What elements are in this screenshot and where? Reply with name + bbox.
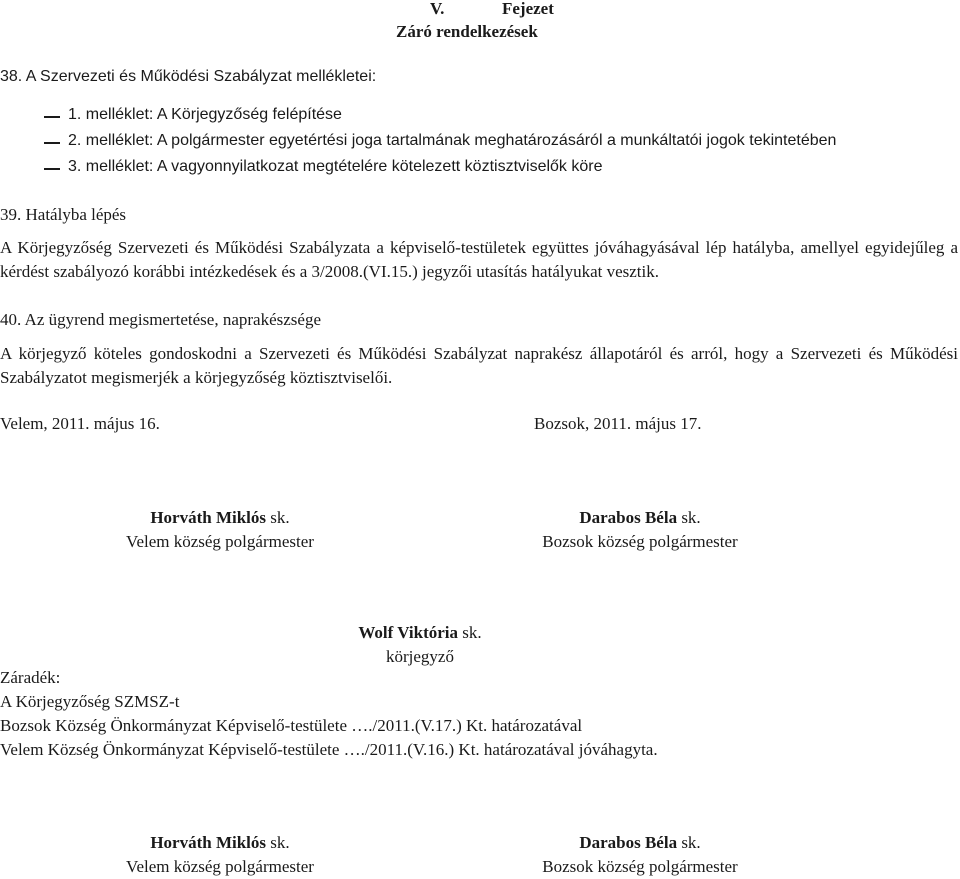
section-40-title: 40. Az ügyrend megismertetése, naprakészsége <box>0 310 321 329</box>
section-38-title: 38. A Szervezeti és Működési Szabályzat mellékletei: <box>0 68 377 85</box>
date-bozsok: Bozsok, 2011. május 17. <box>534 414 702 433</box>
signer-sk: sk. <box>266 508 290 527</box>
notary-name: Wolf Viktória <box>358 623 459 642</box>
signature-right <box>480 506 800 554</box>
clause-line-3: Velem Község Önkormányzat Képviselő-testülete …./2011.(V.16.) Kt. határozatával jóváhagyta. <box>0 740 658 759</box>
signer-name: Darabos Béla <box>579 833 678 852</box>
section-40-text: A körjegyző köteles gondoskodni a Szervezeti és Működési Szabályzat naprakész állapotáról és arról, hogy a Szervezeti és Működési Szabályzatot megismerjék a körjegyzőség köztisztviselői. <box>0 344 958 387</box>
chapter-number: V. <box>430 0 445 18</box>
section-39-text: A Körjegyzőség Szervezeti és Működési Szabályzata a képviselő-testületek együttes jóváhagyásával lép hatályba, amellyel egyidejűleg a kérdést szabályozó korábbi intézkedések és a 3/2008.(VI.15.) jegyzői utasítás hatályukat vesztik. <box>0 238 958 281</box>
signer-role: Velem község polgármester <box>126 857 314 876</box>
notary-sk: sk. <box>458 623 482 642</box>
signature-left-bottom <box>60 831 380 879</box>
clause-line-1: A Körjegyzőség SZMSZ-t <box>0 692 180 711</box>
chapter-word: Fejezet <box>502 0 554 18</box>
list-dash-icon <box>44 168 60 170</box>
signer-name: Darabos Béla <box>579 508 678 527</box>
annex-item-1: 1. melléklet: A Körjegyzőség felépítése <box>68 106 342 123</box>
signer-sk: sk. <box>677 833 701 852</box>
signer-name: Horváth Miklós <box>150 508 267 527</box>
signer-sk: sk. <box>266 833 290 852</box>
annex-item-2: 2. melléklet: A polgármester egyetértési joga tartalmának meghatározásáról a munkáltatói jogok tekintetében <box>68 132 837 149</box>
signer-role: Bozsok község polgármester <box>542 532 738 551</box>
signature-notary <box>280 621 560 669</box>
list-dash-icon <box>44 116 60 118</box>
chapter-title: Záró rendelkezések <box>396 22 538 41</box>
signer-sk: sk. <box>677 508 701 527</box>
signature-left <box>60 506 380 554</box>
signature-right-bottom <box>480 831 800 879</box>
list-dash-icon <box>44 142 60 144</box>
signer-role: Velem község polgármester <box>126 532 314 551</box>
section-39-title: 39. Hatályba lépés <box>0 205 127 224</box>
date-velem: Velem, 2011. május 16. <box>0 414 160 433</box>
annex-item-3: 3. melléklet: A vagyonnyilatkozat megtételére kötelezett köztisztviselők köre <box>68 158 603 175</box>
clause-label: Záradék: <box>0 668 61 687</box>
clause-line-2: Bozsok Község Önkormányzat Képviselő-testülete …./2011.(V.17.) Kt. határozatával <box>0 716 583 735</box>
notary-role: körjegyző <box>386 647 454 666</box>
signer-name: Horváth Miklós <box>150 833 267 852</box>
signer-role: Bozsok község polgármester <box>542 857 738 876</box>
